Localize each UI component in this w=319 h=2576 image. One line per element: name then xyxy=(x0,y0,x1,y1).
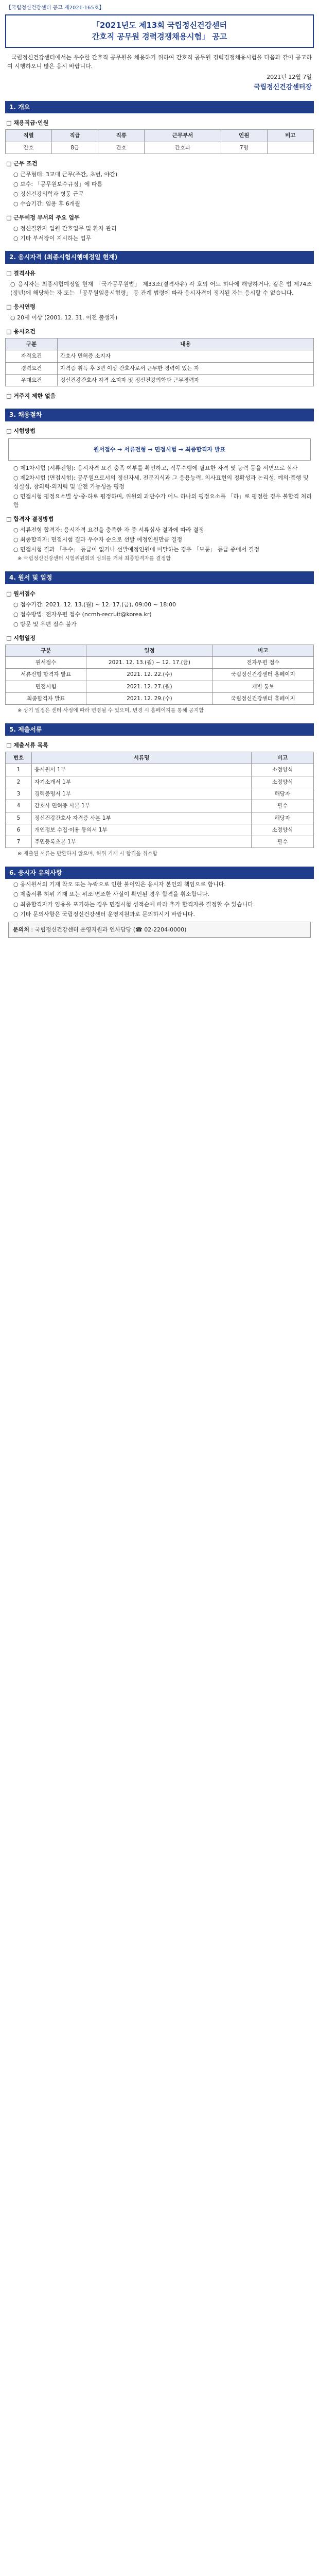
recruitment-table xyxy=(5,129,314,154)
table-header: 서류명 xyxy=(32,752,252,764)
table-row xyxy=(6,788,314,800)
table-cell: 2021. 12. 27.(월) xyxy=(86,681,212,692)
sub-heading: □ 시험일정 xyxy=(6,634,36,641)
issuing-organization: 국립정신건강센터장 xyxy=(253,83,312,91)
list-item: ○ 정신질환자 입원 간호업무 및 환자 관리 xyxy=(13,225,117,232)
notice-date: 2021년 12월 7일 xyxy=(267,73,312,80)
table-header-row xyxy=(6,752,314,764)
sub-heading: □ 원서접수 xyxy=(6,590,36,597)
table-cell: 4 xyxy=(6,800,32,812)
table-cell: 최종합격자 발표 xyxy=(6,692,86,704)
sub-heading: □ 근무예정 부서의 주요 업무 xyxy=(6,214,80,222)
procedure-steps: 원서접수 → 서류전형 → 면접시험 → 최종합격자 발표 xyxy=(93,446,226,453)
table-cell: 개별 통보 xyxy=(212,681,313,692)
list-item: ○ 접수방법: 전자우편 접수 (ncmh-recruit@korea.kr) xyxy=(13,611,152,618)
list-item: ○ 수습기간: 임용 후 6개월 xyxy=(13,200,80,208)
sub-heading: □ 응시요건 xyxy=(6,328,36,335)
table-row xyxy=(6,824,314,836)
list-item: ○ 접수기간: 2021. 12. 13.(월) ~ 12. 17.(금), 09:00 ~ 18:00 xyxy=(13,601,176,608)
list-item: ○ 보수: 「공무원보수규정」에 따름 xyxy=(13,181,103,188)
table-row xyxy=(6,800,314,812)
section-overview xyxy=(5,101,314,243)
page-title xyxy=(11,20,308,43)
table-cell: 면접시험 xyxy=(6,681,86,692)
sub-heading: □ 거주지 제한 없음 xyxy=(6,393,56,400)
table-header-row xyxy=(6,645,314,656)
list-item: ○ 제출서류 허위 기재 또는 위조·변조한 사실이 확인된 경우 합격을 취소합니다. xyxy=(13,891,209,898)
title-line-1: 「2021년도 제13회 국립정신건강센터 xyxy=(92,20,227,30)
section-application xyxy=(5,571,314,715)
table-cell: 7명 xyxy=(221,142,267,154)
table-cell: 해당자 xyxy=(252,788,314,800)
sub-heading: □ 채용직급·인원 xyxy=(6,120,49,127)
list-item: ○ 기타 문의사항은 국립정신건강센터 운영지원과로 문의하시기 바랍니다. xyxy=(13,910,195,918)
section-heading: 4. 원서 및 일정 xyxy=(5,571,314,584)
table-cell: 소정양식 xyxy=(252,764,314,776)
table-cell: 경력요건 xyxy=(6,362,58,374)
table-header: 인원 xyxy=(221,130,267,142)
table-row xyxy=(6,812,314,824)
sub-heading: □ 결격사유 xyxy=(6,269,36,277)
sub-heading: □ 근무 조건 xyxy=(6,160,38,167)
list-item: ○ 면접시험 평정요소별 상·중·하로 평정하며, 위원의 과반수가 어느 하나의 평정요소를 「하」로 평정한 경우 불합격 처리함 xyxy=(13,493,312,509)
table-row xyxy=(6,764,314,776)
table-cell: 정신건강간호사 자격증 사본 1부 xyxy=(32,812,252,824)
table-header: 구분 xyxy=(6,338,58,350)
table-header: 근무부서 xyxy=(145,130,221,142)
contact-text: 국립정신건강센터 운영지원과 인사담당 (☎ 02-2204-0000) xyxy=(34,926,187,933)
table-header: 일정 xyxy=(86,645,212,656)
table-cell: 소정양식 xyxy=(252,824,314,836)
table-header: 직급 xyxy=(52,130,98,142)
table-cell: 7 xyxy=(6,836,32,848)
table-header: 비고 xyxy=(267,130,313,142)
table-row xyxy=(6,142,314,154)
table-cell: 정신건강간호사 자격 소지자 및 정신건강의학과 근무경력자 xyxy=(58,375,314,386)
table-row xyxy=(6,669,314,681)
table-cell: 2021. 12. 29.(수) xyxy=(86,692,212,704)
table-row xyxy=(6,657,314,669)
list-item: ○ 최종합격자: 면접시험 결과 우수자 순으로 선발 예정인원만큼 결정 xyxy=(13,536,183,544)
section-eligibility xyxy=(5,251,314,400)
table-cell: 2021. 12. 22.(수) xyxy=(86,669,212,681)
list-item: ○ 정신건강의학과 병동 근무 xyxy=(13,191,84,198)
table-cell: 우대요건 xyxy=(6,375,58,386)
note: ※ 상기 일정은 센터 사정에 따라 변경될 수 있으며, 변경 시 홈페이지를 통해 공지함 xyxy=(17,708,204,714)
lead-paragraph: 국립정신건강센터에서는 우수한 간호직 공무원을 채용하기 위하여 간호직 공무원 경력경쟁채용시험을 다음과 같이 공고하여 시행하오니 많은 응시 바랍니다. xyxy=(7,54,312,70)
sub-heading: □ 합격자 결정방법 xyxy=(6,516,54,523)
section-heading: 6. 응시자 유의사항 xyxy=(5,867,314,879)
section-heading: 1. 개요 xyxy=(5,101,314,114)
table-header: 비고 xyxy=(212,645,313,656)
table-cell: 국립정신건강센터 홈페이지 xyxy=(212,692,313,704)
table-cell: 3 xyxy=(6,788,32,800)
section-heading: 3. 채용절차 xyxy=(5,409,314,421)
procedure-box xyxy=(8,438,311,461)
table-row xyxy=(6,350,314,362)
table-cell: 2 xyxy=(6,776,32,788)
table-header: 구분 xyxy=(6,645,86,656)
table-cell: 자기소개서 1부 xyxy=(32,776,252,788)
list-item: ○ 제1차시험 (서류전형): 응시자격 요건 충족 여부를 확인하고, 직무수행에 필요한 자격 및 능력 등을 서면으로 심사 xyxy=(13,465,298,471)
requirements-table xyxy=(5,338,314,386)
table-cell: 간호 xyxy=(98,142,145,154)
table-row xyxy=(6,375,314,386)
table-cell: 주민등록초본 1부 xyxy=(32,836,252,848)
table-cell: 5 xyxy=(6,812,32,824)
paragraph: ○ 응시자는 최종시험예정일 현재 「국가공무원법」 제33조(결격사유) 각 호의 어느 하나에 해당하거나, 같은 법 제74조(정년)에 해당하는 자 또는 「공무원임용시험령」 등 관계 법령에 따라 응시자격이 정지된 자는 응시할 수 없습니다. xyxy=(10,280,312,297)
table-cell: 간호과 xyxy=(145,142,221,154)
table-cell: 간호사 면허증 소지자 xyxy=(58,350,314,362)
table-cell: 전자우편 접수 xyxy=(212,657,313,669)
sub-heading: □ 응시연령 xyxy=(6,303,36,311)
section-heading: 5. 제출서류 xyxy=(5,723,314,736)
table-cell: 국립정신건강센터 홈페이지 xyxy=(212,669,313,681)
table-row xyxy=(6,362,314,374)
table-header-row xyxy=(6,338,314,350)
table-cell: 2021. 12. 13.(월) ~ 12. 17.(금) xyxy=(86,657,212,669)
list-item: ○ 기타 부서장이 지시하는 업무 xyxy=(13,235,92,242)
section-procedure xyxy=(5,409,314,563)
list-item: ○ 서류전형 합격자: 응시자격 요건을 충족한 자 중 서류심사 결과에 따라 결정 xyxy=(13,527,204,534)
title-line-2: 간호직 공무원 경력경쟁채용시험」 공고 xyxy=(92,32,227,41)
table-row xyxy=(6,692,314,704)
table-cell: 필수 xyxy=(252,836,314,848)
notice-number: 【국립정신건강센터 공고 제2021-165호】 xyxy=(6,5,104,11)
table-header: 번호 xyxy=(6,752,32,764)
list-item: ○ 제2차시험 (면접시험): 공무원으로서의 정신자세, 전문지식과 그 응용능력, 의사표현의 정확성과 논리성, 예의·품행 및 성실성, 창의력·의지력 및 발전 가능성을 평정 xyxy=(13,474,309,490)
table-cell: 간호사 면허증 사본 1부 xyxy=(32,800,252,812)
table-cell: 간호 xyxy=(6,142,52,154)
list-item: ○ 방문 및 우편 접수 불가 xyxy=(13,620,77,628)
section-notes xyxy=(5,867,314,938)
section-documents xyxy=(5,723,314,858)
table-cell: 8급 xyxy=(52,142,98,154)
table-row xyxy=(6,836,314,848)
contact-label: 문의처 xyxy=(13,926,29,933)
list-item: ○ 응시원서의 기재 착오 또는 누락으로 인한 불이익은 응시자 본인의 책임으로 합니다. xyxy=(13,881,226,888)
documents-table xyxy=(5,752,314,848)
table-cell: 서류전형 합격자 발표 xyxy=(6,669,86,681)
table-header-row xyxy=(6,130,314,142)
list-item: ○ 근무형태: 3교대 근무(주간, 초번, 야간) xyxy=(13,171,118,178)
list-item: ○ 면접시험 결과 「우수」 등급이 없거나 선발예정인원에 미달하는 경우 「보통」 등급 중에서 결정 xyxy=(13,546,260,553)
schedule-table xyxy=(5,645,314,705)
sub-heading: □ 제출서류 목록 xyxy=(6,742,48,749)
table-row xyxy=(6,681,314,692)
notice-page xyxy=(5,0,314,951)
note: ※ 제출된 서류는 반환하지 않으며, 허위 기재 시 합격을 취소함 xyxy=(17,851,158,857)
table-cell: 6 xyxy=(6,824,32,836)
table-header: 직류 xyxy=(98,130,145,142)
table-header: 직렬 xyxy=(6,130,52,142)
table-cell xyxy=(267,142,313,154)
table-cell: 자격증 취득 후 3년 이상 간호사로서 근무한 경력이 있는 자 xyxy=(58,362,314,374)
title-box xyxy=(5,14,314,48)
note: ※ 국립정신건강센터 시험위원회의 심의를 거쳐 최종합격자를 결정함 xyxy=(17,556,171,562)
table-cell: 필수 xyxy=(252,800,314,812)
table-cell: 자격요건 xyxy=(6,350,58,362)
table-cell: 원서접수 xyxy=(6,657,86,669)
table-cell: 경력증명서 1부 xyxy=(32,788,252,800)
contact-box: 문의처 : 국립정신건강센터 운영지원과 인사담당 (☎ 02-2204-0000) xyxy=(8,922,311,938)
sub-heading: □ 시험방법 xyxy=(6,427,36,434)
table-cell: 개인정보 수집·이용 동의서 1부 xyxy=(32,824,252,836)
table-header: 내용 xyxy=(58,338,314,350)
paragraph: ○ 20세 이상 (2001. 12. 31. 이전 출생자) xyxy=(10,314,118,321)
table-header: 비고 xyxy=(252,752,314,764)
section-heading: 2. 응시자격 (최종시험시행예정일 현재) xyxy=(5,251,314,264)
list-item: ○ 최종합격자가 임용을 포기하는 경우 면접시험 성적순에 따라 추가 합격자를 결정할 수 있습니다. xyxy=(13,901,255,908)
table-cell: 소정양식 xyxy=(252,776,314,788)
table-cell: 응시원서 1부 xyxy=(32,764,252,776)
table-cell: 해당자 xyxy=(252,812,314,824)
table-cell: 1 xyxy=(6,764,32,776)
table-row xyxy=(6,776,314,788)
